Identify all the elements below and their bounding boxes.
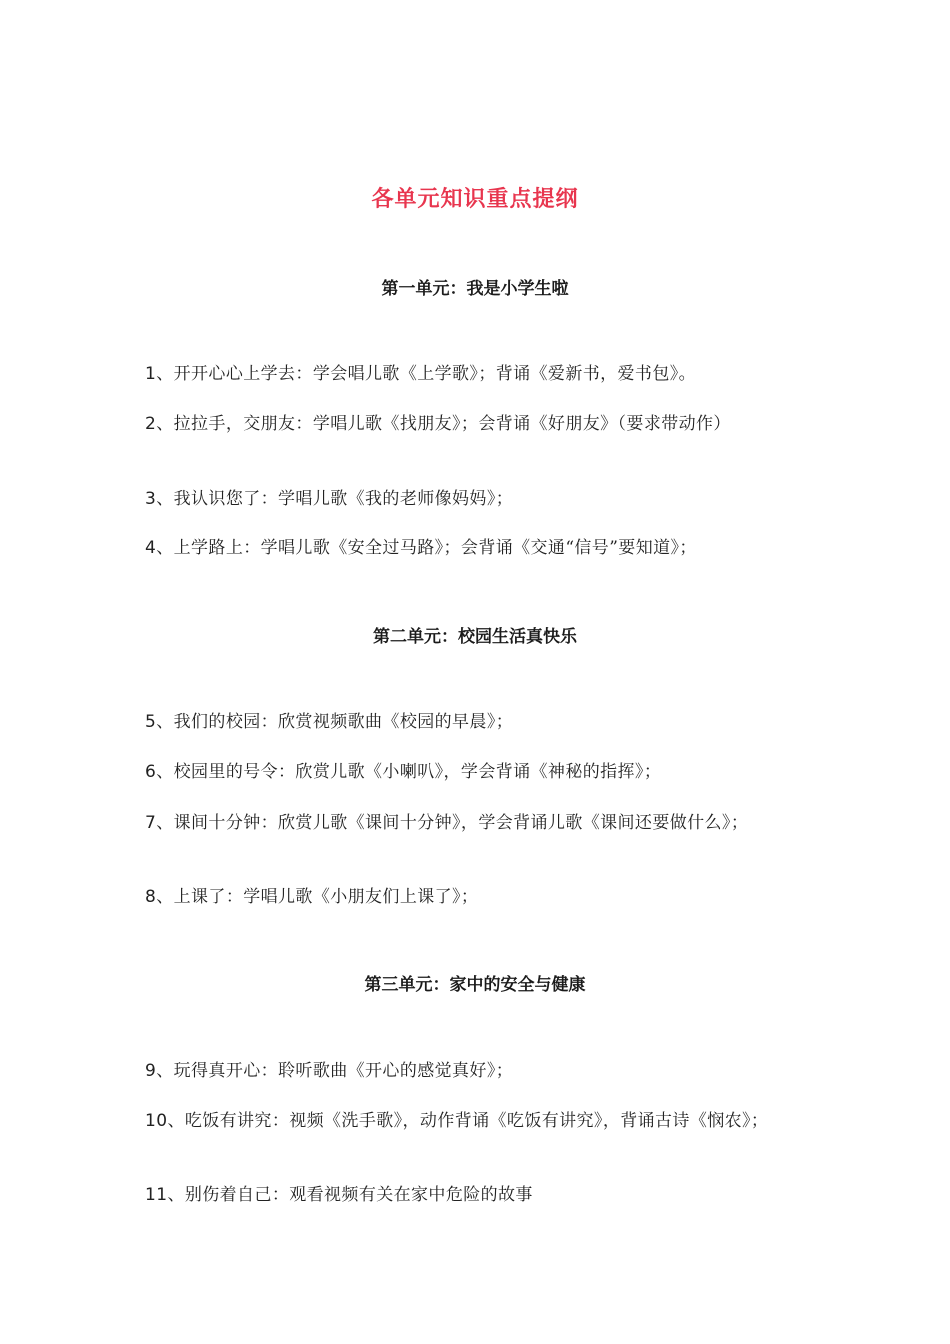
unit-2-item-8: 8、上课了：学唱儿歌《小朋友们上课了》； [145,887,479,907]
page-title-main: 各单元知识重点 [371,187,533,212]
unit-3-item-10: 10、吃饭有讲究：视频《洗手歌》，动作背诵《吃饭有讲究》，背诵古诗《悯农》； [145,1111,769,1131]
unit-1-item-3: 3、我认识您了：学唱儿歌《我的老师像妈妈》； [145,489,514,509]
unit-1-item-2: 2、拉拉手，交朋友：学唱儿歌《找朋友》；会背诵《好朋友》（要求带动作） [145,414,731,434]
page-title-highlight: 提纲 [532,187,579,212]
unit-3-heading: 第三单元：家中的安全与健康 [364,975,586,995]
unit-2-item-6: 6、校园里的号令：欣赏儿歌《小喇叭》，学会背诵《神秘的指挥》； [145,762,662,782]
unit-3-item-11: 11、别伤着自己：观看视频有关在家中危险的故事 [145,1185,533,1205]
page-title [0,183,950,217]
unit-2-item-5: 5、我们的校园：欣赏视频歌曲《校园的早晨》； [145,712,514,732]
unit-2-item-7: 7、课间十分钟：欣赏儿歌《课间十分钟》，学会背诵儿歌《课间还要做什么》； [145,813,749,833]
unit-1-item-1: 1、开开心心上学去：学会唱儿歌《上学歌》；背诵《爱新书，爱书包》。 [145,364,697,384]
unit-3-item-9: 9、玩得真开心：聆听歌曲《开心的感觉真好》； [145,1061,514,1081]
unit-1-heading: 第一单元：我是小学生啦 [381,279,569,299]
unit-1-item-4: 4、上学路上：学唱儿歌《安全过马路》；会背诵《交通“信号”要知道》； [145,538,697,558]
unit-2-heading: 第二单元：校园生活真快乐 [373,627,577,647]
